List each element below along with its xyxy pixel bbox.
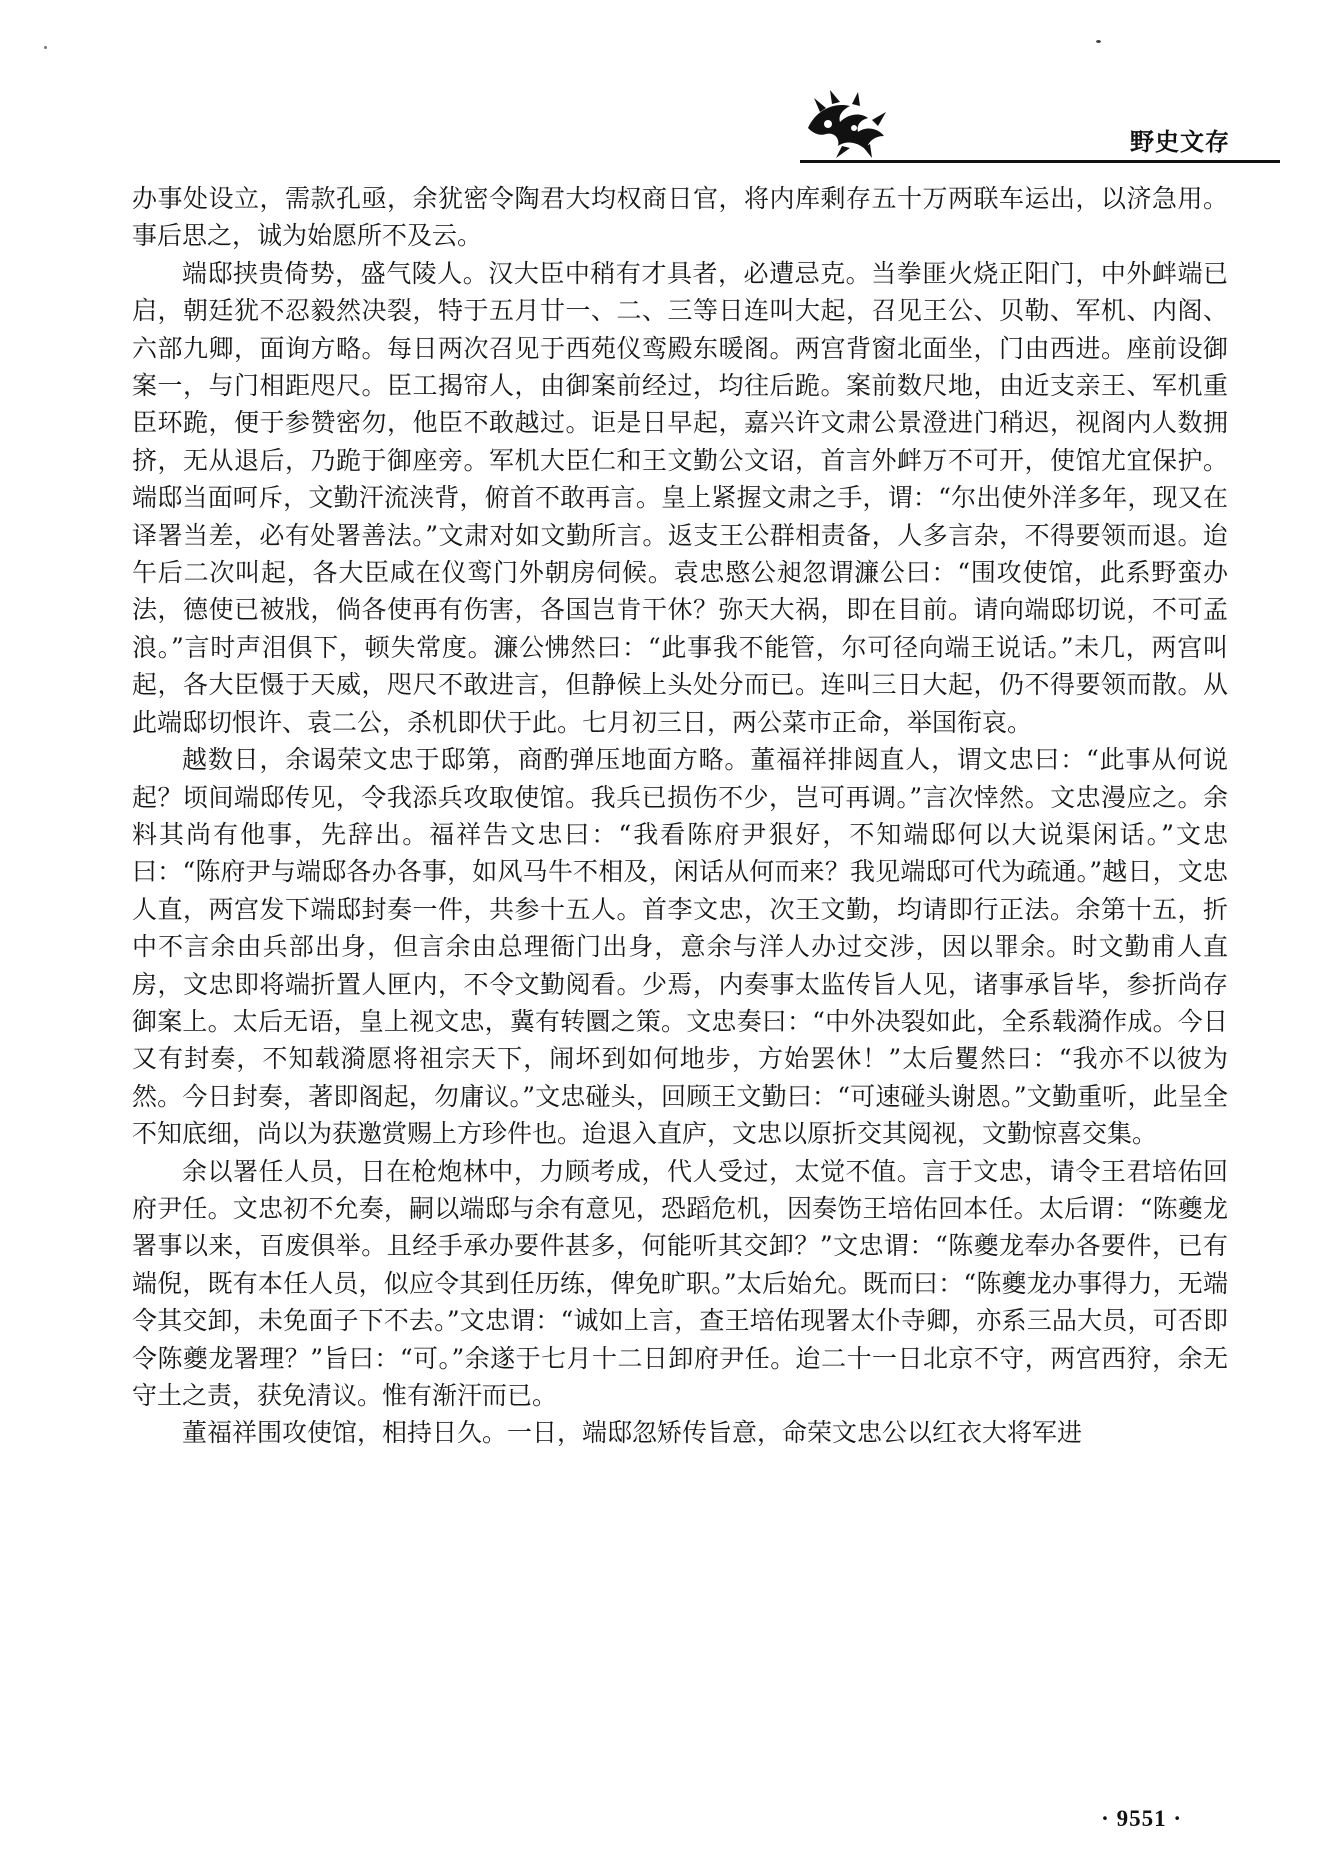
paragraph: 端邸挟贵倚势，盛气陵人。汉大臣中稍有才具者，必遭忌克。当拳匪火烧正阳门，中外衅端已启，朝廷犹不忍毅然决裂，特于五月廿一、二、三等日连叫大起，召见王公、贝勒、军机、内阁、六部九卿，面询方略。每日两次召见于西苑仪鸾殿东暖阁。两宫背窗北面坐，门由西进。座前设御案一，与门相距咫尺。臣工揭帘人，由御案前经过，均往后跪。案前数尺地，由近支亲王、军机重臣环跪，便于参赞密勿，他臣不敢越过。讵是日早起，嘉兴许文肃公景澄进门稍迟，视阁内人数拥挤，无从退后，乃跪于御座旁。军机大臣仁和王文勤公文诏，首言外衅万不可开，使馆尤宜保护。端邸当面呵斥，文勤汗流浃背，俯首不敢再言。皇上紧握文肃之手，谓：“尔出使外洋多年，现又在译署当差，必有处署善法。”文肃对如文勤所言。返支王公群相责备，人多言杂，不得要领而退。迨午后二次叫起，各大臣咸在仪鸾门外朝房伺候。袁忠愍公昶忽谓濂公曰：“围攻使馆，此系野蛮办法，德使已被戕，倘各使再有伤害，各国岂肯干休？弥天大祸，即在目前。请向端邸切说，不可孟浪。”言时声泪俱下，顿失常度。濂公怫然曰：“此事我不能管，尔可径向端王说话。”未几，两宫叫起，各大臣慑于天威，咫尺不敢进言，但静候上头处分而已。连叫三日大起，仍不得要领而散。从此端邸切恨许、袁二公，杀机即伏于此。七月初三日，两公菜市正命，举国衔哀。 [132, 258, 1228, 737]
body-text [132, 180, 1228, 1452]
paragraph: 办事处设立，需款孔亟，余犹密令陶君大均权商日官，将内库剩存五十万两联车运出，以济急用。事后思之，诚为始愿所不及云。 [132, 184, 1228, 251]
page-number: · 9551 · [1101, 1806, 1182, 1831]
scan-speck [44, 46, 47, 49]
scan-speck [1096, 40, 1101, 43]
paragraph: 董福祥围攻使馆，相持日久。一日，端邸忽矫传旨意，命荣文忠公以红衣大将军进 [182, 1418, 1083, 1448]
dragon-emblem-icon [798, 88, 898, 160]
running-header-title: 野史文存 [1130, 128, 1230, 156]
page-header [150, 86, 1230, 168]
header-rule [800, 160, 1280, 163]
paragraph: 余以署任人员，日在枪炮林中，力顾考成，代人受过，太觉不值。言于文忠，请令王君培佑回府尹任。文忠初不允奏，嗣以端邸与余有意见，恐蹈危机，因奏饬王培佑回本任。太后谓：“陈夔龙署事以来，百废俱举。且经手承办要件甚多，何能听其交卸？”文忠谓：“陈夔龙奉办各要件，已有端倪，既有本任人员，似应令其到任历练，俾免旷职。”太后始允。既而曰：“陈夔龙办事得力，无端令其交卸，未免面子下不去。”文忠谓：“诚如上言，查王培佑现署太仆寺卿，亦系三品大员，可否即令陈夔龙署理？”旨曰：“可。”余遂于七月十二日卸府尹任。迨二十一日北京不守，两宫西狩，余无守土之责，获免清议。惟有渐汗而已。 [132, 1156, 1228, 1410]
paragraph: 越数日，余谒荣文忠于邸第，商酌弹压地面方略。董福祥排闼直人，谓文忠曰：“此事从何说起？顷间端邸传见，令我添兵攻取使馆。我兵已损伤不少，岂可再调。”言次悻然。文忠漫应之。余料其尚有他事，先辞出。福祥告文忠曰：“我看陈府尹狠好，不知端邸何以大说渠闲话。”文忠曰：“陈府尹与端邸各办各事，如风马牛不相及，闲话从何而来？我见端邸可代为疏通。”越日，文忠人直，两宫发下端邸封奏一件，共参十五人。首李文忠，次王文勤，均请即行正法。余第十五，折中不言余由兵部出身，但言余由总理衙门出身，意余与洋人办过交涉，因以罪余。时文勤甫人直房，文忠即将端折置人匣内，不令文勤阅看。少焉，内奏事太监传旨人见，诸事承旨毕，参折尚存御案上。太后无语，皇上视文忠，冀有转圜之策。文忠奏曰：“中外决裂如此，全系载漪作成。今日又有封奏，不知载漪愿将祖宗天下，闹坏到如何地步，方始罢休！”太后矍然曰：“我亦不以彼为然。今日封奏，著即阁起，勿庸议。”文忠碰头，回顾王文勤曰：“可速碰头谢恩。”文勤重听，此呈全不知底细，尚以为获邀赏赐上方珍件也。迨退入直庐，文忠以原折交其阅视，文勤惊喜交集。 [132, 745, 1228, 1149]
